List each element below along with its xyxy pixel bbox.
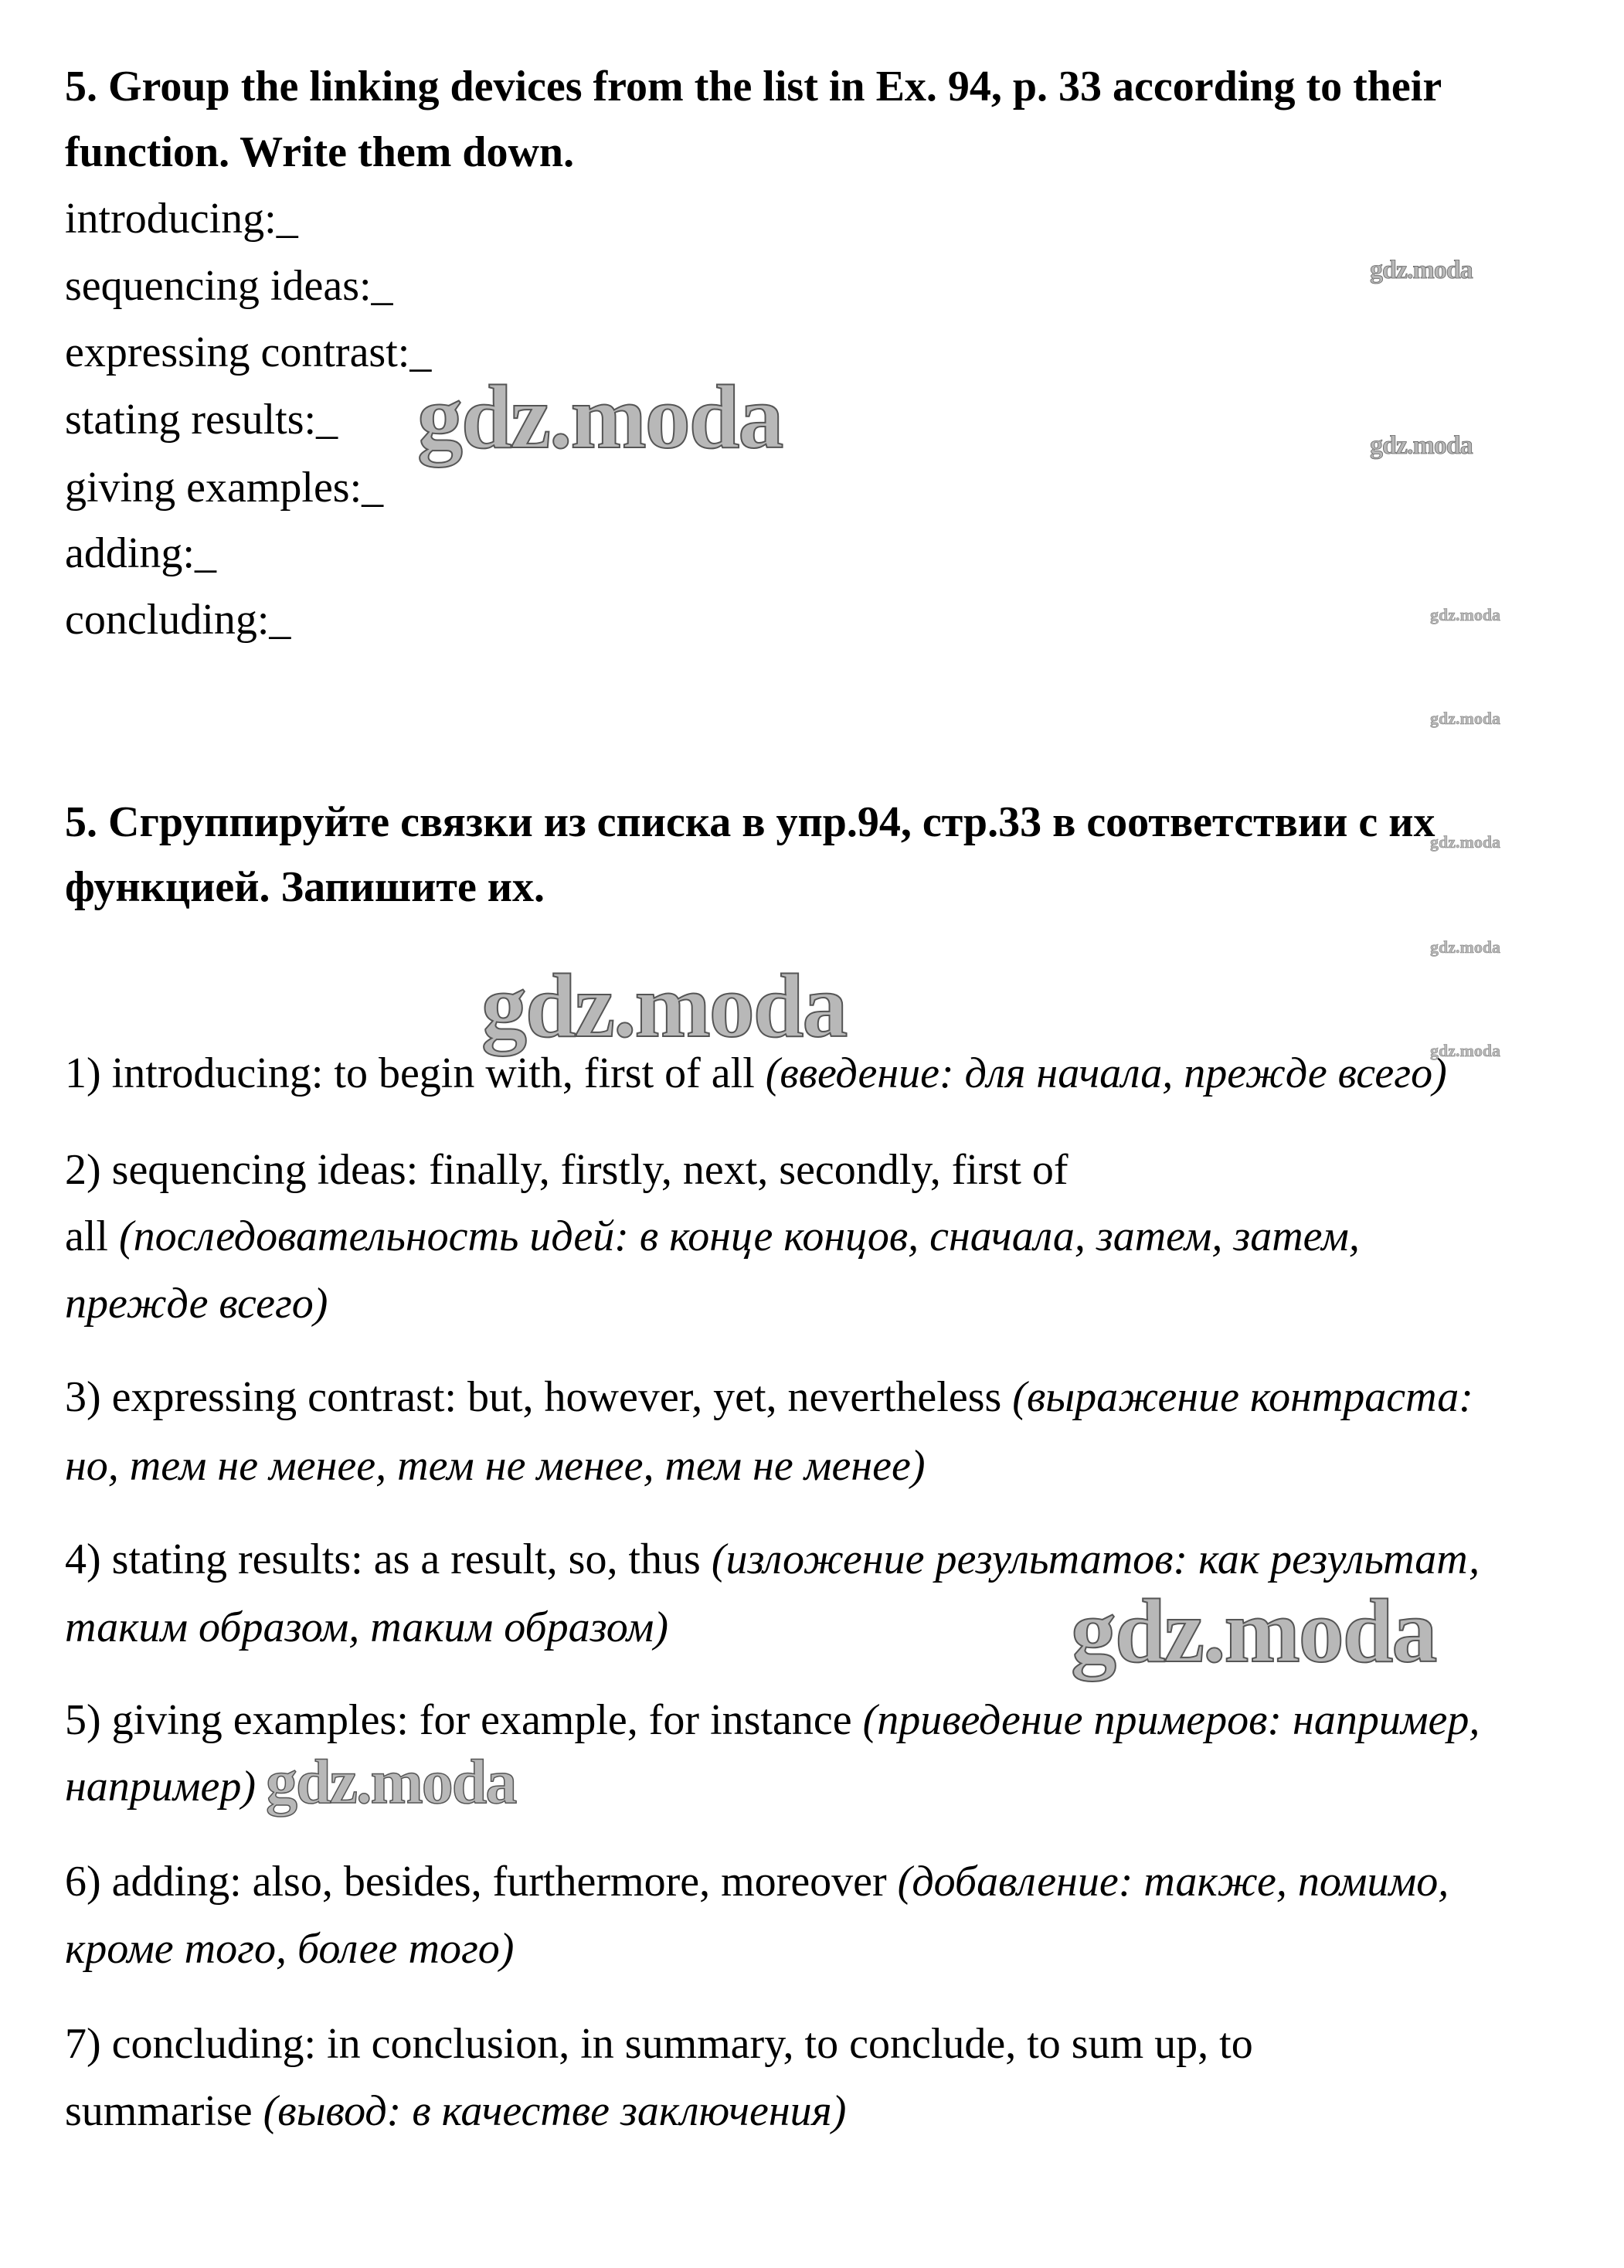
watermark: gdz.moda (417, 366, 783, 468)
heading-line: функцией. Запишите их. (65, 863, 545, 911)
watermark: gdz.moda (1430, 832, 1501, 852)
answer-text: 5) giving examples: for example, for instance (65, 1696, 863, 1744)
heading-line: 5. Group the linking devices from the list in Ex. 94, p. 33 according to their (65, 63, 1442, 111)
watermark: gdz.moda (1430, 937, 1501, 957)
answer-line (65, 1370, 1473, 1424)
answer-translation: (изложение результатов: как результат, (711, 1535, 1480, 1583)
heading-line: 5. Сгруппируйте связки из списка в упр.94, стр.33 в соответствии с их (65, 798, 1435, 846)
answer-text: all (65, 1212, 119, 1260)
category-item: introducing:_ (65, 195, 298, 243)
answer-line (65, 1922, 514, 1976)
answer-translation: кроме того, более того) (65, 1925, 515, 1973)
answer-line (65, 1600, 668, 1654)
category-item: expressing contrast:_ (65, 328, 432, 376)
answer-translation: прежде всего) (65, 1280, 328, 1328)
answer-translation: таким образом, таким образом) (65, 1603, 669, 1651)
category-item: stating results:_ (65, 396, 338, 444)
watermark: gdz.moda (1430, 605, 1501, 624)
answer-translation: (выражение контраста: (1012, 1373, 1473, 1421)
answer-translation: например) (65, 1763, 257, 1811)
answer-text: 2) sequencing ideas: finally, firstly, next, secondly, first of (65, 1146, 1069, 1194)
answer-text: 7) concluding: in conclusion, in summary, to conclude, to sum up, to (65, 2020, 1253, 2068)
answer-text: summarise (65, 2087, 263, 2135)
answer-line (65, 1277, 328, 1331)
answer-translation: (приведение примеров: например, (862, 1696, 1480, 1744)
answer-text: 6) adding: also, besides, furthermore, moreover (65, 1858, 898, 1906)
category-item: sequencing ideas:_ (65, 262, 393, 310)
answer-line (65, 2084, 846, 2138)
answer-translation: но, тем не менее, тем не менее, тем не менее) (65, 1442, 926, 1490)
answer-line (65, 1439, 926, 1493)
watermark: gdz.moda (1370, 256, 1473, 284)
answer-text: 4) stating results: as a result, so, thus (65, 1535, 712, 1583)
answer-translation: (последовательность идей: в конце концов, сначала, затем, затем, (118, 1212, 1360, 1260)
answer-translation: (добавление: также, помимо, (897, 1858, 1449, 1906)
watermark: gdz.moda (481, 955, 847, 1056)
category-item: giving examples:_ (65, 464, 384, 512)
answer-text: 1) introducing: to begin with, first of all (65, 1049, 766, 1097)
watermark: gdz.moda (1430, 709, 1501, 728)
heading-line: function. Write them down. (65, 128, 575, 176)
answer-line (65, 2017, 1253, 2071)
watermark: gdz.moda (266, 1746, 516, 1817)
answer-line (65, 1693, 1480, 1747)
category-item: adding:_ (65, 529, 216, 577)
answer-translation: (вывод: в качестве заключения) (263, 2087, 847, 2135)
answer-line (65, 1760, 256, 1814)
category-item: concluding:_ (65, 596, 291, 644)
answer-text: 3) expressing contrast: but, however, yet, nevertheless (65, 1373, 1013, 1421)
answer-translation: (введение: для начала, прежде всего) (765, 1049, 1447, 1097)
answer-line (65, 1855, 1449, 1909)
watermark: gdz.moda (1370, 431, 1473, 460)
watermark: gdz.moda (1430, 1041, 1501, 1060)
answer-line (65, 1209, 1360, 1263)
watermark: gdz.moda (1071, 1580, 1436, 1681)
answer-line (65, 1143, 1069, 1197)
